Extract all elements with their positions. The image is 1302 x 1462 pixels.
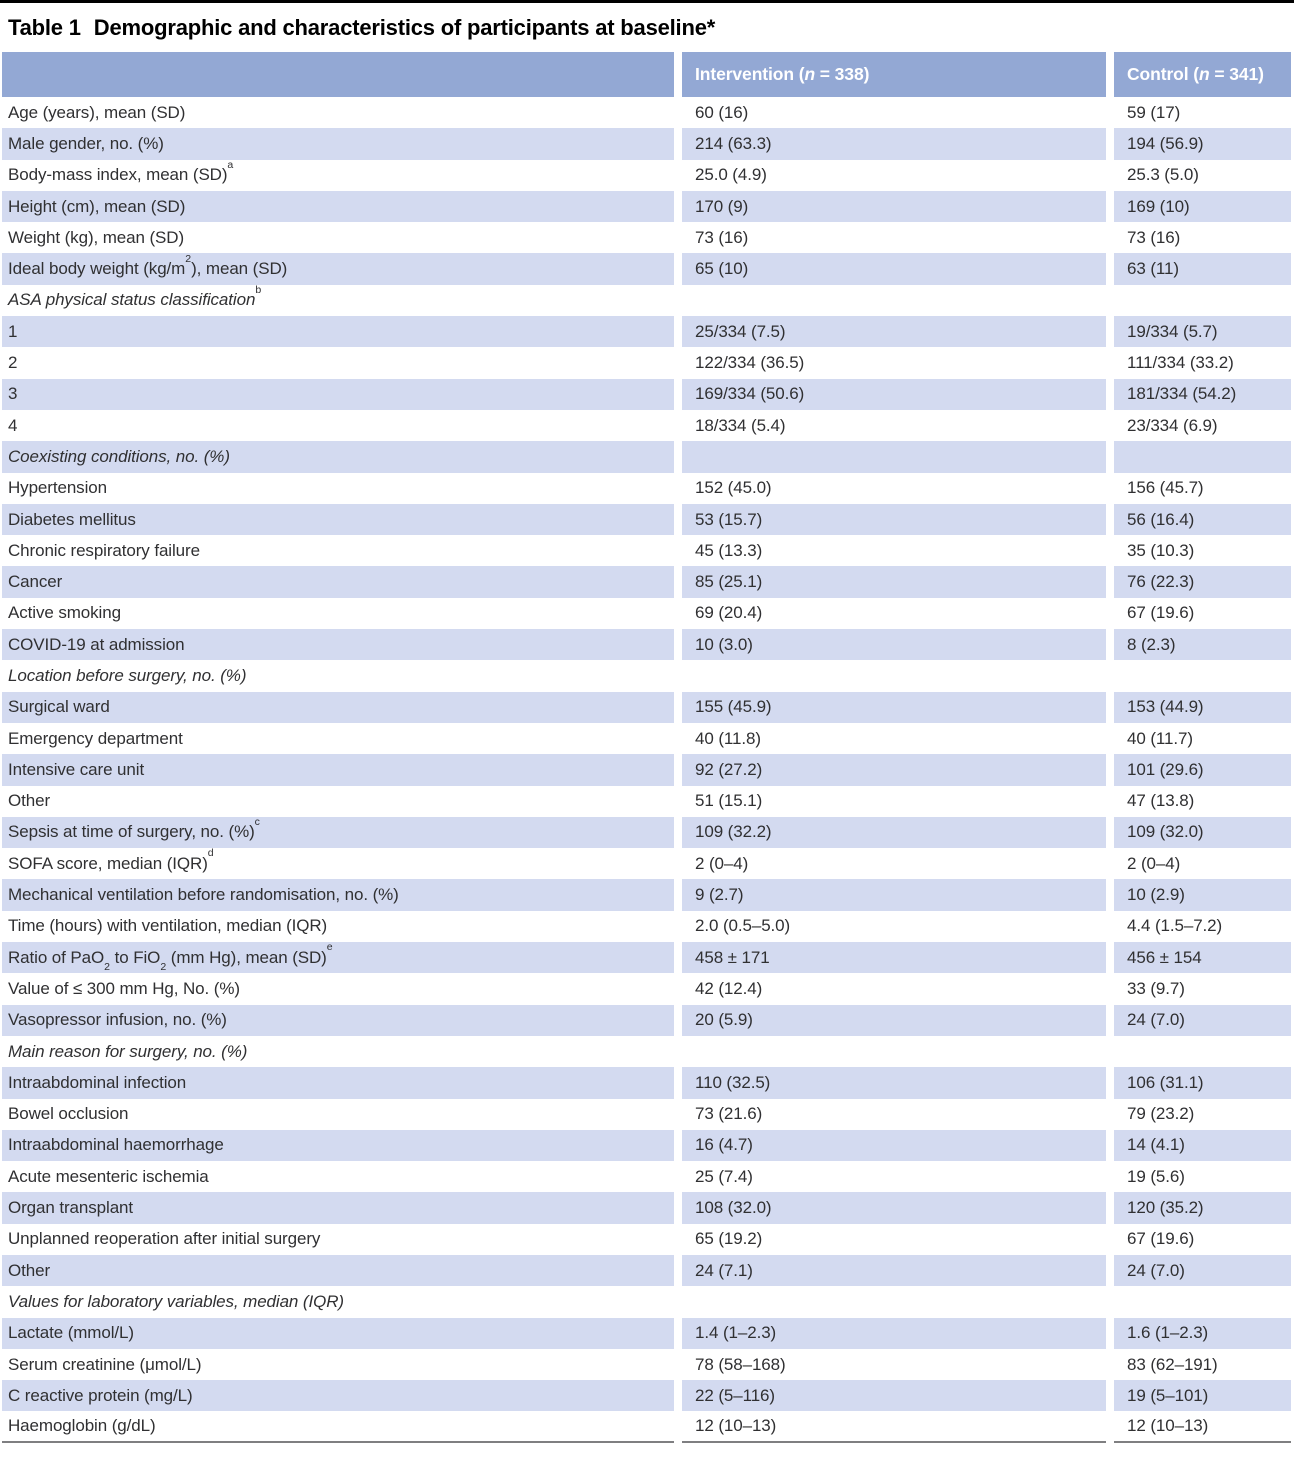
table-row	[2, 598, 1291, 629]
control-value: 111/334 (33.2)	[1127, 353, 1234, 373]
section-row	[2, 1036, 1291, 1067]
row-label: Values for laboratory variables, median (IQR)	[8, 1291, 344, 1311]
control-value: 169 (10)	[1114, 191, 1291, 222]
control-value: 19/334 (5.7)	[1114, 316, 1291, 347]
intervention-value: 458 ± 171	[682, 942, 1106, 973]
intervention-value: 73 (16)	[695, 227, 749, 247]
intervention-value	[682, 1286, 1106, 1317]
control-value	[1114, 1036, 1291, 1067]
intervention-value: 65 (19.2)	[695, 1229, 763, 1249]
intervention-value: 2.0 (0.5–5.0)	[695, 916, 791, 936]
control-value: 4.4 (1.5–7.2)	[1127, 916, 1223, 936]
row-label: 2	[8, 353, 18, 373]
table-row	[2, 1161, 1291, 1192]
intervention-value: 60 (16)	[695, 102, 749, 122]
footnote-marker: e	[326, 942, 333, 954]
intervention-value: 122/334 (36.5)	[695, 353, 805, 373]
table-row	[2, 879, 1291, 910]
intervention-value: 155 (45.9)	[682, 692, 1106, 723]
control-value: 59 (17)	[1127, 102, 1181, 122]
control-value: 106 (31.1)	[1114, 1067, 1291, 1098]
row-label: Height (cm), mean (SD)	[2, 191, 674, 222]
control-value	[1114, 441, 1291, 472]
control-value: 35 (10.3)	[1127, 540, 1195, 560]
row-label: Coexisting conditions, no. (%)	[2, 441, 674, 472]
footnote-marker: b	[255, 284, 262, 296]
control-value: 2 (0–4)	[1127, 853, 1181, 873]
row-label: Intraabdominal haemorrhage	[2, 1130, 674, 1161]
intervention-value: 73 (21.6)	[695, 1104, 763, 1124]
intervention-value: 169/334 (50.6)	[682, 379, 1106, 410]
table-row	[2, 942, 1291, 973]
intervention-value: 16 (4.7)	[682, 1130, 1106, 1161]
subscript: 2	[104, 960, 110, 973]
intervention-value: 25 (7.4)	[695, 1166, 753, 1186]
row-label: Body-mass index, mean (SD)$^a$	[8, 159, 234, 185]
control-value	[1114, 660, 1291, 691]
section-row	[2, 441, 1291, 472]
control-value: 109 (32.0)	[1114, 817, 1291, 848]
intervention-value: 110 (32.5)	[682, 1067, 1106, 1098]
control-value: 12 (10–13)	[1114, 1411, 1291, 1442]
row-label: Unplanned reoperation after initial surgery	[8, 1229, 321, 1249]
intervention-value	[682, 1036, 1106, 1067]
row-label: Mechanical ventilation before randomisation, no. (%)	[2, 879, 674, 910]
control-value: 33 (9.7)	[1127, 978, 1185, 998]
table-row	[2, 1255, 1291, 1286]
row-label: Surgical ward	[2, 692, 674, 723]
control-value: 19 (5–101)	[1114, 1380, 1291, 1411]
row-label: Chronic respiratory failure	[8, 540, 200, 560]
row-label: SOFA score, median (IQR)$^d$	[8, 848, 214, 873]
intervention-value: 78 (58–168)	[695, 1354, 786, 1374]
row-label: Value of ≤ 300 mm Hg, No. (%)	[8, 978, 240, 998]
row-label: Cancer	[2, 566, 674, 597]
top-rule	[0, 0, 1294, 3]
row-label: Bowel occlusion	[8, 1104, 129, 1124]
row-label: Serum creatinine (μmol/L)	[8, 1354, 202, 1374]
section-row	[2, 1286, 1291, 1317]
n-italic: n	[804, 64, 816, 84]
control-value: 1.6 (1–2.3)	[1114, 1318, 1291, 1349]
table-row	[2, 848, 1291, 879]
table-row	[2, 786, 1291, 817]
header-intervention: Intervention (n = 338)	[682, 52, 1106, 97]
row-label: Intraabdominal infection	[2, 1067, 674, 1098]
table-number: Table 1	[8, 15, 81, 40]
row-label: Ratio of PaO$_2$ to FiO$_2$ (mm Hg), mean (SD)$^e$	[2, 942, 674, 973]
table-row	[2, 629, 1291, 660]
intervention-value: 109 (32.2)	[682, 817, 1106, 848]
row-label: Active smoking	[8, 603, 121, 623]
n-italic: n	[1199, 64, 1210, 84]
row-label: Ideal body weight $(kg/m^2)$, mean (SD)	[2, 253, 674, 284]
control-value: 19 (5.6)	[1127, 1166, 1185, 1186]
row-label: Age (years), mean (SD)	[8, 102, 186, 122]
row-label: Hypertension	[8, 478, 107, 498]
table-row	[2, 535, 1291, 566]
intervention-value: 69 (20.4)	[695, 603, 763, 623]
header-control: Control (n = 341)	[1114, 52, 1291, 97]
table-row	[2, 1318, 1291, 1349]
table-row	[2, 191, 1291, 222]
row-label: Male gender, no. (%)	[2, 128, 674, 159]
table-row	[2, 1224, 1291, 1255]
table-row	[2, 160, 1291, 191]
row-label: Haemoglobin (g/dL)	[2, 1411, 674, 1442]
table-row	[2, 128, 1291, 159]
row-label: Emergency department	[8, 728, 183, 748]
intervention-value: 12 (10–13)	[682, 1411, 1106, 1442]
intervention-value	[682, 660, 1106, 691]
intervention-value	[682, 441, 1106, 472]
intervention-value: 25.0 (4.9)	[695, 165, 767, 185]
row-label: Sepsis at time of surgery, no. (%)$^c$	[2, 817, 674, 848]
table-row	[2, 316, 1291, 347]
table-row	[2, 253, 1291, 284]
table-row	[2, 222, 1291, 253]
table-body	[2, 97, 1291, 1443]
control-value: 40 (11.7)	[1127, 728, 1193, 748]
table-row	[2, 504, 1291, 535]
control-value: 56 (16.4)	[1114, 504, 1291, 535]
section-row	[2, 660, 1291, 691]
intervention-value	[682, 285, 1106, 316]
intervention-value: 92 (27.2)	[682, 754, 1106, 785]
row-label: Other	[8, 791, 51, 811]
control-value: 10 (2.9)	[1114, 879, 1291, 910]
control-value: 24 (7.0)	[1114, 1005, 1291, 1036]
footnote-marker: d	[207, 848, 214, 860]
row-label: ASA physical status classification$^b$	[8, 284, 262, 310]
table-row	[2, 754, 1291, 785]
intervention-value: 108 (32.0)	[682, 1192, 1106, 1223]
table-row	[2, 1130, 1291, 1161]
table-row	[2, 1192, 1291, 1223]
intervention-value: 85 (25.1)	[682, 566, 1106, 597]
row-label: Organ transplant	[2, 1192, 674, 1223]
intervention-value: 24 (7.1)	[682, 1255, 1106, 1286]
table-row	[2, 1349, 1291, 1380]
control-value: 47 (13.8)	[1127, 791, 1195, 811]
header-parameter	[2, 52, 674, 97]
control-value: 8 (2.3)	[1114, 629, 1291, 660]
control-value: 14 (4.1)	[1114, 1130, 1291, 1161]
control-value: 181/334 (54.2)	[1114, 379, 1291, 410]
control-value	[1114, 285, 1291, 316]
footnote-marker: 2	[185, 253, 192, 265]
row-label: Lactate (mmol/L)	[2, 1318, 674, 1349]
section-row	[2, 285, 1291, 316]
intervention-value: 2 (0–4)	[695, 853, 749, 873]
table-row	[2, 1380, 1291, 1411]
intervention-value: 152 (45.0)	[695, 478, 772, 498]
row-label: Location before surgery, no. (%)	[8, 665, 247, 685]
table-row	[2, 911, 1291, 942]
intervention-value: 25/334 (7.5)	[682, 316, 1106, 347]
row-label: Acute mesenteric ischemia	[8, 1166, 209, 1186]
intervention-value: 22 (5–116)	[682, 1380, 1106, 1411]
baseline-characteristics-table	[0, 52, 1299, 1443]
table-row	[2, 817, 1291, 848]
table-row	[2, 723, 1291, 754]
control-value: 25.3 (5.0)	[1127, 165, 1199, 185]
intervention-value: 18/334 (5.4)	[695, 415, 786, 435]
control-value: 76 (22.3)	[1114, 566, 1291, 597]
control-value: 73 (16)	[1127, 227, 1181, 247]
row-label: Vasopressor infusion, no. (%)	[2, 1005, 674, 1036]
control-value: 79 (23.2)	[1127, 1104, 1195, 1124]
intervention-value: 51 (15.1)	[695, 791, 763, 811]
table-row	[2, 410, 1291, 441]
intervention-value: 45 (13.3)	[695, 540, 763, 560]
intervention-value: 214 (63.3)	[682, 128, 1106, 159]
table-row	[2, 347, 1291, 378]
row-label: Diabetes mellitus	[2, 504, 674, 535]
table-row	[2, 1411, 1291, 1442]
row-label: Time (hours) with ventilation, median (IQR)	[8, 916, 328, 936]
row-label: Intensive care unit	[2, 754, 674, 785]
header-row	[2, 52, 1291, 97]
table-row	[2, 692, 1291, 723]
footnote-marker: c	[254, 816, 260, 829]
control-value: 456 ± 154	[1114, 942, 1291, 973]
row-label: C reactive protein (mg/L)	[2, 1380, 674, 1411]
row-label: 3	[2, 379, 674, 410]
table-row	[2, 1067, 1291, 1098]
row-label: Weight (kg), mean (SD)	[8, 227, 185, 247]
intervention-value: 53 (15.7)	[682, 504, 1106, 535]
table-caption: Demographic and characteristics of participants at baseline*	[93, 15, 716, 40]
table-title	[8, 13, 1302, 52]
control-value: 83 (62–191)	[1127, 1354, 1218, 1374]
intervention-value: 42 (12.4)	[695, 978, 763, 998]
intervention-value: 170 (9)	[682, 191, 1106, 222]
row-label: 1	[2, 316, 674, 347]
control-value: 120 (35.2)	[1114, 1192, 1291, 1223]
row-label: Other	[2, 1255, 674, 1286]
subscript: 2	[160, 960, 167, 973]
row-label: COVID-19 at admission	[2, 629, 674, 660]
table-row	[2, 379, 1291, 410]
intervention-value: 1.4 (1–2.3)	[682, 1318, 1106, 1349]
intervention-value: 65 (10)	[682, 253, 1106, 284]
control-value: 153 (44.9)	[1114, 692, 1291, 723]
row-label: 4	[8, 415, 18, 435]
table-row	[2, 473, 1291, 504]
table-row	[2, 1099, 1291, 1130]
table-row	[2, 1005, 1291, 1036]
control-value: 23/334 (6.9)	[1127, 415, 1218, 435]
table-row	[2, 973, 1291, 1004]
table-row	[2, 97, 1291, 128]
control-value: 194 (56.9)	[1114, 128, 1291, 159]
control-value	[1114, 1286, 1291, 1317]
control-value: 63 (11)	[1114, 253, 1291, 284]
control-value: 101 (29.6)	[1114, 754, 1291, 785]
row-label: Main reason for surgery, no. (%)	[8, 1041, 248, 1061]
control-value: 24 (7.0)	[1114, 1255, 1291, 1286]
intervention-value: 20 (5.9)	[682, 1005, 1106, 1036]
control-value: 67 (19.6)	[1127, 1229, 1195, 1249]
intervention-value: 10 (3.0)	[682, 629, 1106, 660]
intervention-value: 40 (11.8)	[695, 728, 761, 748]
intervention-value: 9 (2.7)	[682, 879, 1106, 910]
table-row	[2, 566, 1291, 597]
control-value: 67 (19.6)	[1127, 603, 1195, 623]
footnote-marker: a	[227, 159, 234, 171]
control-value: 156 (45.7)	[1127, 478, 1204, 498]
